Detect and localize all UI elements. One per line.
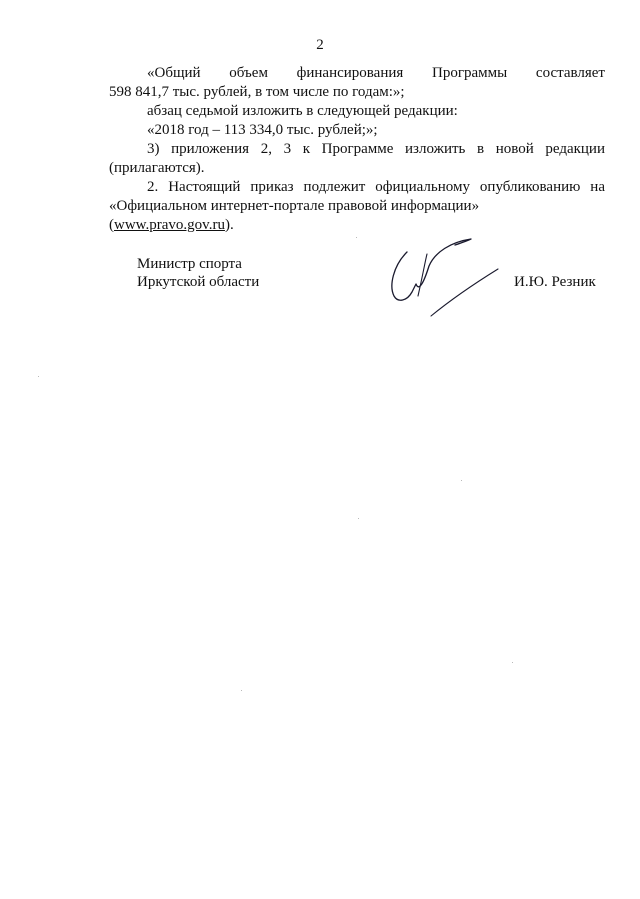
scan-speck bbox=[512, 662, 513, 663]
signatory-title-line2: Иркутской области bbox=[137, 274, 260, 290]
paragraph-year-2018: «2018 год – 113 334,0 тыс. рублей;»; bbox=[147, 122, 378, 138]
paragraph-appendices-line2: (прилагаются). bbox=[109, 160, 205, 176]
scan-speck bbox=[241, 690, 242, 691]
paragraph-publication-line1: 2. Настоящий приказ подлежит официальному опубликованию на bbox=[147, 179, 605, 195]
pravo-link[interactable]: www.pravo.gov.ru bbox=[114, 217, 225, 233]
handwritten-signature bbox=[385, 232, 500, 320]
paragraph-financing-line2: 598 841,7 тыс. рублей, в том числе по годам:»; bbox=[109, 84, 405, 100]
scan-speck bbox=[38, 376, 39, 377]
scan-speck bbox=[356, 237, 357, 238]
paragraph-appendices-line1: 3) приложения 2, 3 к Программе изложить в новой редакции bbox=[147, 141, 605, 157]
publication-text-prefix: «Официальном интернет-портале правовой информации» ( bbox=[109, 198, 480, 233]
publication-text-suffix: ). bbox=[224, 217, 234, 233]
document-body bbox=[109, 64, 605, 235]
paragraph-amendment: абзац седьмой изложить в следующей редакции: bbox=[147, 103, 458, 119]
signatory-title bbox=[137, 255, 259, 291]
page-number: 2 bbox=[316, 37, 324, 53]
paragraph-publication-line2 bbox=[109, 197, 605, 235]
scan-speck bbox=[358, 518, 359, 519]
signatory-title-line1: Министр спорта bbox=[137, 256, 242, 272]
signatory-name: И.Ю. Резник bbox=[514, 274, 596, 290]
scan-speck bbox=[461, 480, 462, 481]
paragraph-financing-line1: «Общий объем финансирования Программы составляет bbox=[147, 65, 605, 81]
